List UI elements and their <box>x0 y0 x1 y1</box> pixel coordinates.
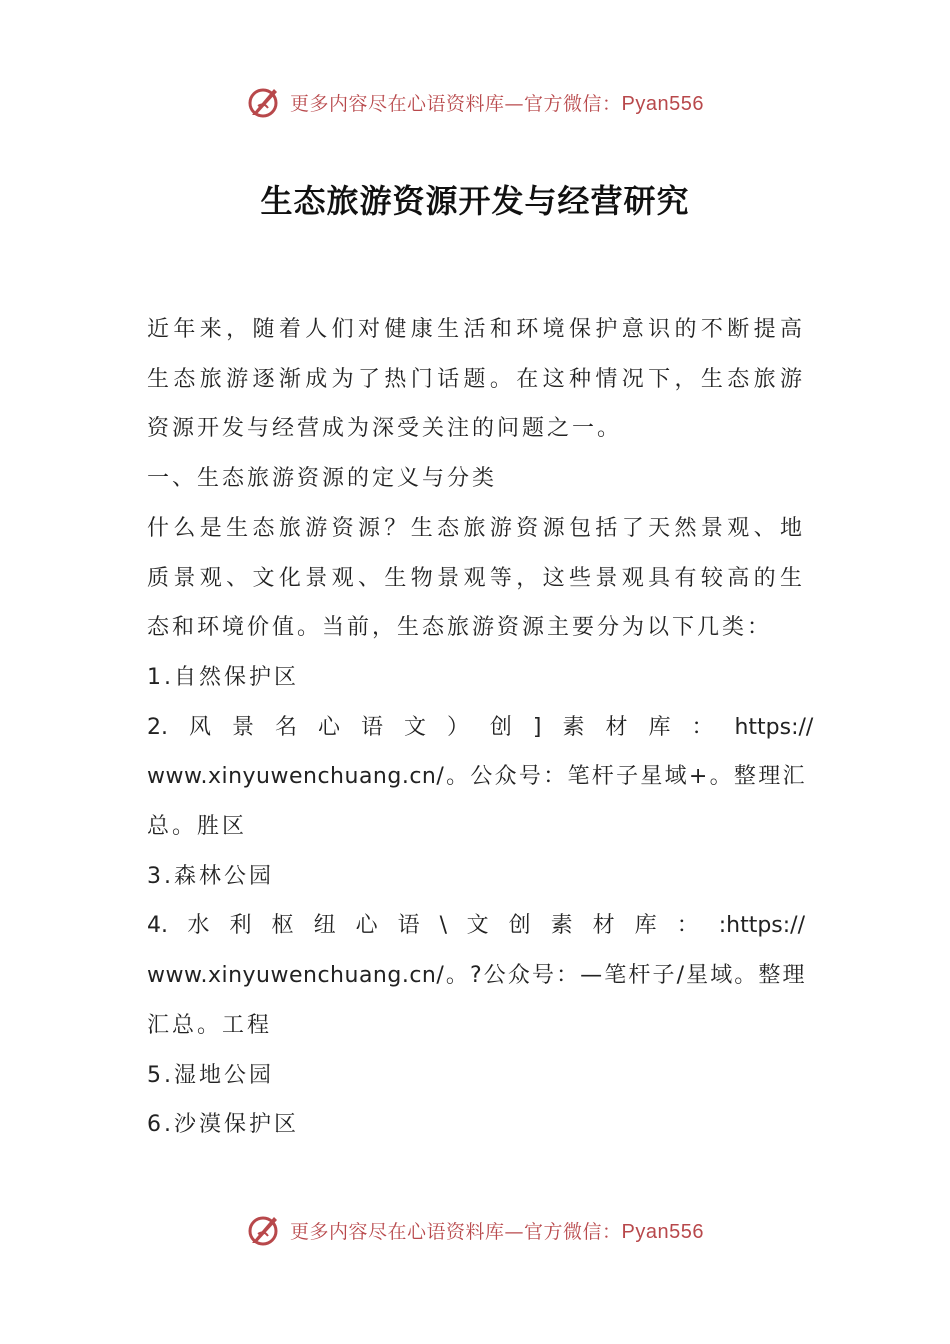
quill-logo-icon <box>246 84 282 120</box>
paragraph-line: 质景观、文化景观、生物景观等，这些景观具有较高的生 <box>147 565 805 591</box>
paragraph-line: 态和环境价值。当前，生态旅游资源主要分为以下几类： <box>147 615 773 641</box>
list-item: 2. 风 景 名 心 语 文 ） 创 ] 素 材 库 ： https:// <box>147 714 814 740</box>
list-item: 1.自然保护区 <box>147 664 299 690</box>
paragraph-line: 什么是生态旅游资源？生态旅游资源包括了天然景观、地 <box>147 515 805 541</box>
list-item: 3.森林公园 <box>147 863 274 889</box>
paragraph-line: 资源开发与经营成为深受关注的问题之一。 <box>147 416 623 442</box>
document-title: 生态旅游资源开发与经营研究 <box>260 182 690 220</box>
list-item: 5.湿地公园 <box>147 1062 274 1088</box>
paragraph-line: 近年来，随着人们对健康生活和环境保护意识的不断提高 <box>147 317 805 342</box>
document-body <box>147 305 814 1150</box>
watermark-banner-bottom <box>0 1210 950 1250</box>
list-item-continuation: www.xinyuwenchuang.cn/。公众号：笔杆子星域+。整理汇 <box>147 764 805 790</box>
quill-logo-icon <box>246 1212 282 1248</box>
watermark-text: 更多内容尽在心语资料库—官方微信：Pyan556 <box>290 92 704 115</box>
section-heading: 一、生态旅游资源的定义与分类 <box>147 466 498 492</box>
paragraph-line: 生态旅游逐渐成为了热门话题。在这种情况下，生态旅游 <box>147 366 805 392</box>
watermark-banner-top <box>0 82 950 122</box>
list-item-continuation: 汇总。工程 <box>147 1012 273 1038</box>
list-item-continuation: 总。胜区 <box>147 814 248 840</box>
watermark-text: 更多内容尽在心语资料库—官方微信：Pyan556 <box>290 1220 704 1243</box>
list-item: 6.沙漠保护区 <box>147 1112 299 1138</box>
list-item: 4. 水 利 枢 纽 心 语 \ 文 创 素 材 库 ： :https:// <box>147 913 805 939</box>
list-item-continuation: www.xinyuwenchuang.cn/。?公众号：—笔杆子/星域。整理 <box>147 963 805 989</box>
